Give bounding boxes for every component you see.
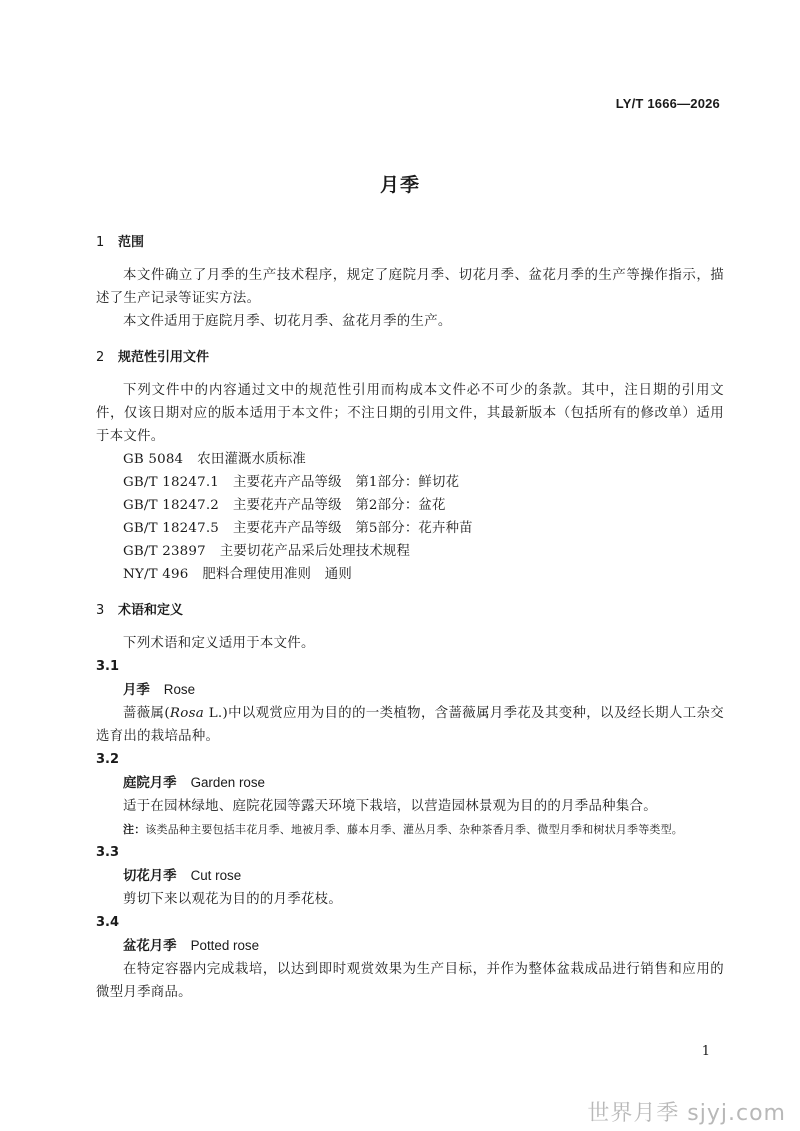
watermark: 世界月季 sjyj.com [587, 1101, 786, 1126]
reference-item [96, 471, 724, 494]
term-english: Garden rose [190, 775, 265, 790]
term-chinese: 庭院月季 [123, 776, 177, 791]
reference-item [96, 563, 724, 586]
paragraph: 本文件确立了月季的生产技术程序，规定了庭院月季、切花月季、盆花月季的生产等操作指示，描述了生产记录等证实方法。 [96, 268, 724, 306]
term-english: Cut rose [190, 868, 242, 883]
reference-title: 主要切花产品采后处理技术规程 [219, 544, 411, 559]
term-chinese: 盆花月季 [123, 939, 177, 954]
latin-genus: Rosa [169, 706, 205, 721]
reference-title: 主要花卉产品等级 第5部分：花卉种苗 [233, 521, 473, 536]
page-number: 1 [701, 1044, 710, 1059]
term-definition: 在特定容器内完成栽培，以达到即时观赏效果为生产目标，并作为整体盆栽成品进行销售和应用的微型月季商品。 [96, 962, 724, 1000]
term-name [96, 934, 724, 958]
paragraph: 本文件适用于庭院月季、切花月季、盆花月季的生产。 [123, 314, 452, 329]
reference-item [96, 517, 724, 540]
reference-code: NY/T 496 [123, 567, 189, 582]
reference-title: 主要花卉产品等级 第2部分：盆花 [233, 498, 446, 513]
reference-code: GB/T 18247.5 [123, 521, 220, 536]
term-english: Rose [163, 682, 196, 697]
reference-title: 主要花卉产品等级 第1部分：鲜切花 [233, 475, 460, 490]
definition-text: L.)中以观赏应用为目的的一类植物，含蔷薇属月季花及其变种，以及经长期人工杂交选育出的栽培品种。 [96, 706, 724, 744]
term-number: 3.3 [96, 845, 120, 860]
term-number: 3.2 [96, 752, 120, 767]
term-chinese: 月季 [123, 683, 150, 698]
section-title: 规范性引用文件 [118, 350, 210, 365]
reference-code: GB 5084 [123, 452, 184, 467]
term-definition [96, 702, 724, 748]
reference-item [96, 448, 724, 471]
section-title: 术语和定义 [118, 603, 184, 618]
term-name [96, 864, 724, 888]
term-english: Potted rose [190, 938, 260, 953]
term-chinese: 切花月季 [123, 869, 177, 884]
document-body [96, 232, 724, 1004]
term-number: 3.1 [96, 659, 120, 674]
section-number: 3 [96, 603, 105, 618]
reference-item [96, 540, 724, 563]
paragraph: 下列文件中的内容通过文中的规范性引用而构成本文件必不可少的条款。其中，注日期的引用文件，仅该日期对应的版本适用于本文件；不注日期的引用文件，其最新版本（包括所有的修改单）适用于本文件。 [96, 383, 724, 444]
reference-code: GB/T 23897 [123, 544, 206, 559]
note-text: 该类品种主要包括丰花月季、地被月季、藤本月季、灌丛月季、杂种茶香月季、微型月季和树状月季等类型。 [145, 823, 684, 836]
section-title: 范围 [118, 235, 145, 250]
section-heading-normative-references [96, 347, 724, 369]
document-title: 月季 [379, 174, 420, 196]
section-number: 2 [96, 350, 105, 365]
term-definition: 剪切下来以观花为目的的月季花枝。 [123, 892, 343, 907]
reference-item [96, 494, 724, 517]
term-name [96, 771, 724, 795]
section-heading-scope [96, 232, 724, 254]
reference-code: GB/T 18247.2 [123, 498, 220, 513]
section-heading-terms [96, 600, 724, 622]
term-definition: 适于在园林绿地、庭院花园等露天环境下栽培，以营造园林景观为目的的月季品种集合。 [123, 799, 657, 814]
reference-title: 农田灌溉水质标准 [197, 452, 307, 467]
term-note [96, 818, 724, 841]
section-number: 1 [96, 235, 105, 250]
term-name [96, 678, 724, 702]
note-label: 注： [123, 823, 146, 836]
reference-code: GB/T 18247.1 [123, 475, 220, 490]
paragraph: 下列术语和定义适用于本文件。 [123, 636, 315, 651]
definition-text: 蔷薇属( [123, 706, 170, 721]
reference-title: 肥料合理使用准则 通则 [202, 567, 352, 582]
term-number: 3.4 [96, 915, 120, 930]
standard-code: LY/T 1666—2026 [615, 96, 720, 111]
